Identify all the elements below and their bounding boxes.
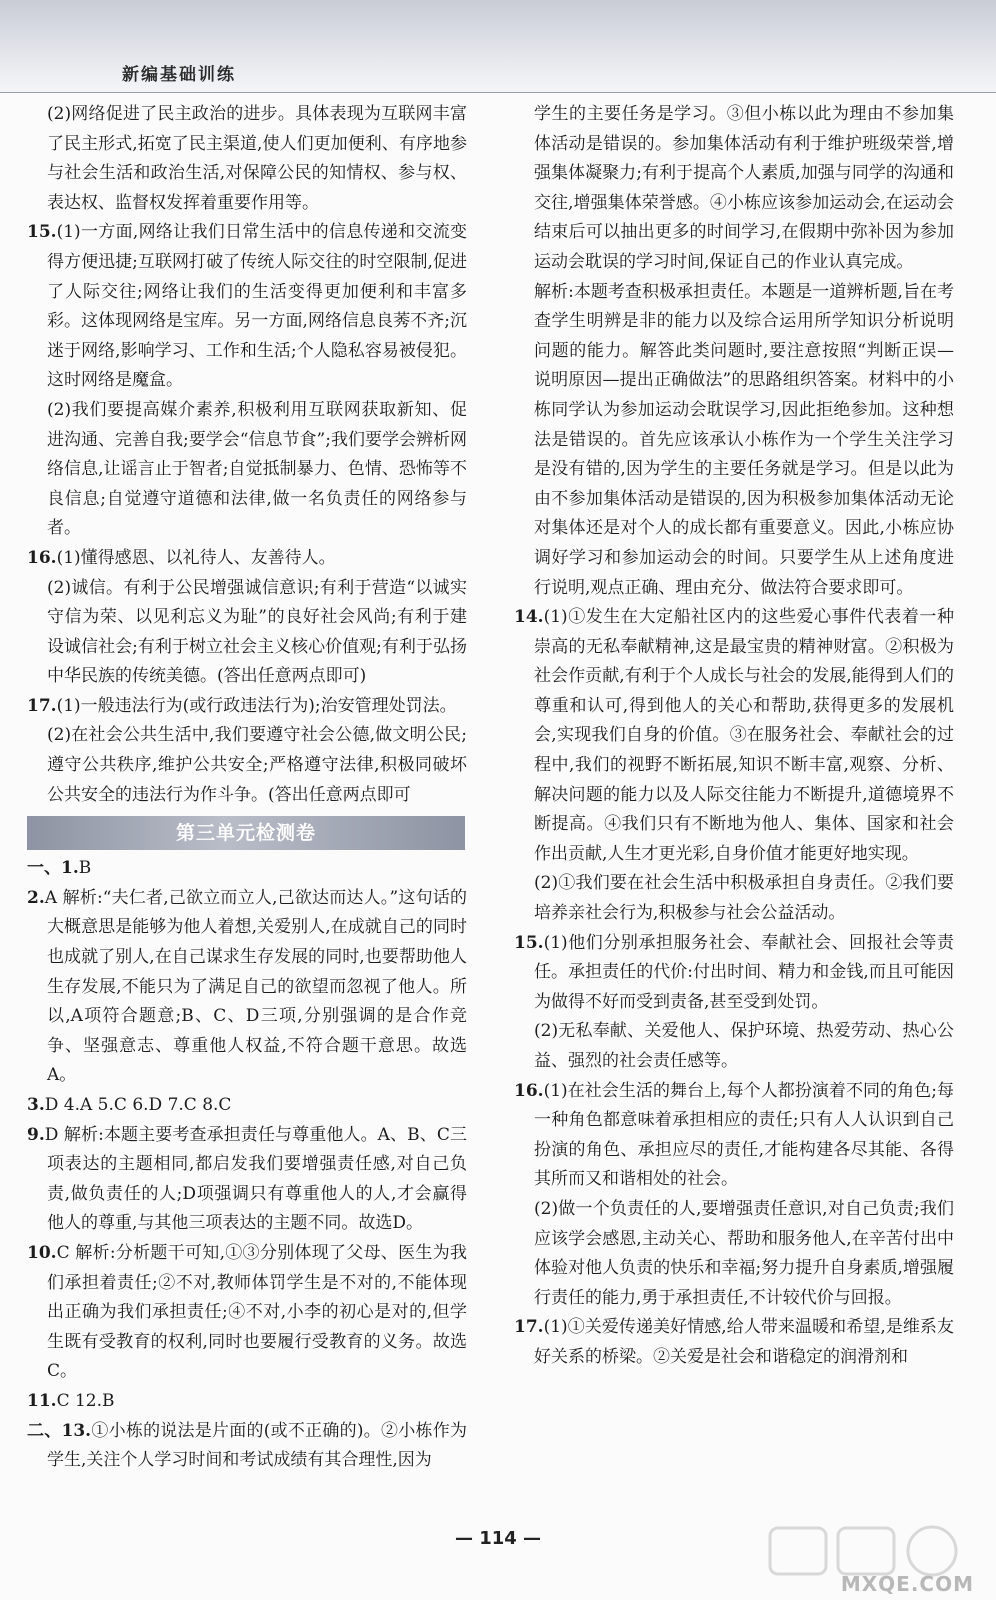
answer-item — [27, 544, 467, 574]
answer-subitem — [514, 869, 954, 928]
answer-item — [27, 1239, 467, 1387]
answer-item — [27, 1121, 467, 1239]
question-number: 15. — [514, 932, 544, 953]
answer-subitem — [514, 1017, 954, 1076]
answer-item — [27, 218, 467, 396]
answer-text: B — [78, 858, 92, 879]
question-number: 17. — [27, 695, 57, 716]
answer-text: (1)①关爱传递美好情感,给人带来温暖和希望,是维系友好关系的桥梁。②关爱是社会和谐稳定的润滑剂和 — [534, 1317, 954, 1367]
answer-text: (1)一般违法行为(或行政违法行为);治安管理处罚法。 — [56, 695, 457, 716]
question-number: 16. — [514, 1080, 544, 1101]
answer-subitem — [27, 574, 467, 692]
question-number: 9. — [27, 1124, 45, 1145]
answer-text: (2)网络促进了民主政治的进步。具体表现为互联网丰富了民主形式,拓宽了民主渠道,使人们更加便利、有序地参与社会生活和政治生活,对保障公民的知情权、参与权、表达权、监督权发挥着重要作用等。 — [47, 104, 467, 213]
answer-text: (1)他们分别承担服务社会、奉献社会、回报社会等责任。承担责任的代价:付出时间、精力和金钱,而且可能因为做得不好而受到责备,甚至受到处罚。 — [534, 932, 954, 1012]
page-number: — 114 — — [454, 1528, 542, 1549]
answer-subitem — [27, 721, 467, 810]
question-number: 10. — [27, 1242, 57, 1263]
answer-text: (1)①发生在大定船社区内的这些爱心事件代表着一种崇高的无私奉献精神,这是最宝贵的精神财富。②积极为社会作贡献,有利于个人成长与社会的发展,能得到人们的尊重和认可,得到他人的关心和帮助,获得更多的发展机会,实现我们自身的价值。③在服务社会、奉献社会的过程中,我们的视野不断拓展,知识不断丰富,观察、分析、解决问题的能力以及人际交往能力不断提升,道德境界不断提高。④我们只有不断地为他人、集体、国家和社会作出贡献,人生才更光彩,自身价值才能更好地实现。 — [534, 607, 954, 864]
answer-text: (2)在社会公共生活中,我们要遵守社会公德,做文明公民;遵守公共秩序,维护公共安全;严格遵守法律,积极同破坏公共安全的违法行为作斗争。(答出任意两点即可 — [47, 725, 467, 805]
question-number: 14. — [514, 607, 544, 628]
answer-item — [514, 603, 954, 869]
answer-item — [27, 1091, 467, 1121]
watermark-text: MXQE.COM — [840, 1572, 974, 1596]
answer-subitem — [514, 278, 954, 604]
answer-text: ①小栋的说法是片面的(或不正确的)。②小栋作为学生,关注个人学习时间和考试成绩有其合理性,因为 — [47, 1420, 468, 1471]
answer-text: (2)做一个负责任的人,要增强责任意识,对自己负责;我们应该学会感恩,主动关心、帮助和服务他人,在辛苦付出中体验对他人负责的快乐和幸福;努力提升自身素质,增强履行责任的能力,勇于承担责任,不计较代价与回报。 — [534, 1198, 954, 1308]
answer-text: (1)在社会生活的舞台上,每个人都扮演着不同的角色;每一种角色都意味着承担相应的责任;只有人人认识到自己扮演的角色、承担应尽的责任,才能构建各尽其能、各得其所而又和谐相处的社会。 — [534, 1080, 954, 1190]
header-title: 新编基础训练 — [122, 65, 236, 85]
answer-item — [514, 1313, 954, 1372]
answer-item — [27, 854, 467, 884]
answer-text: (1)懂得感恩、以礼待人、友善待人。 — [56, 547, 336, 568]
header-rule — [0, 92, 996, 93]
right-column — [514, 100, 954, 1373]
answer-subitem — [27, 396, 467, 544]
answer-item — [514, 1077, 954, 1195]
question-number: 2. — [27, 887, 45, 908]
answer-text: D 4.A 5.C 6.D 7.C 8.C — [44, 1095, 232, 1115]
answer-item — [27, 1387, 467, 1417]
answer-subitem — [514, 1195, 954, 1313]
answer-subitem — [27, 100, 467, 218]
question-number: 16. — [27, 547, 57, 568]
answer-text: C 解析:分析题干可知,①③分别体现了父母、医生为我们承担着责任;②不对,教师体罚学生是不对的,不能体现出正确为我们承担责任;④不对,小李的初心是对的,但学生既有受教育的权利,同时也要履行受教育的义务。故选C。 — [47, 1242, 467, 1382]
answer-text: (1)一方面,网络让我们日常生活中的信息传递和交流变得方便迅捷;互联网打破了传统人际交往的时空限制,促进了人际交往;网络让我们的生活变得更加便利和丰富多彩。这体现网络是宝库。另一方面,网络信息良莠不齐;沉迷于网络,影响学习、工作和生活;个人隐私容易被侵犯。这时网络是魔盒。 — [47, 222, 467, 391]
answer-text: (2)诚信。有利于公民增强诚信意识;有利于营造“以诚实守信为荣、以见利忘义为耻”的良好社会风尚;有利于建设诚信社会;有利于树立社会主义核心价值观;有利于弘扬中华民族的传统美德。(答出任意两点即可) — [47, 577, 467, 687]
question-number: 11. — [27, 1390, 57, 1411]
answer-text: 解析:本题考查积极承担责任。本题是一道辨析题,旨在考查学生明辨是非的能力以及综合运用所学知识分析说明问题的能力。解答此类问题时,要注意按照“判断正误—说明原因—提出正确做法”的思路组织答案。材料中的小栋同学认为参加运动会耽误学习,因此拒绝参加。这种想法是错误的。首先应该承认小栋作为一个学生关注学习是没有错的,因为学生的主要任务就是学习。但是以此为由不参加集体活动是错误的,因为积极参加集体活动无论对集体还是对个人的成长都有重要意义。因此,小栋应协调好学习和参加运动会的时间。只要学生从上述角度进行说明,观点正确、理由充分、做法符合要求即可。 — [534, 281, 954, 598]
answer-text: (2)无私奉献、关爱他人、保护环境、热爱劳动、热心公益、强烈的社会责任感等。 — [534, 1021, 954, 1071]
question-number: 3. — [27, 1095, 45, 1115]
question-number: 一、1. — [27, 858, 79, 879]
answer-text: C 12.B — [56, 1390, 115, 1411]
answer-text: D 解析:本题主要考查承担责任与尊重他人。A、B、C三项表达的主题相同,都启发我们要增强责任感,对自己负责,做负责任的人;D项强调只有尊重他人的人,才会赢得他人的尊重,与其他三项表达的主题不同。故选D。 — [44, 1124, 467, 1234]
answer-item — [27, 692, 467, 722]
answer-item — [27, 1417, 467, 1476]
answer-item — [27, 884, 467, 1091]
left-column — [27, 100, 467, 1476]
answer-subitem — [514, 100, 954, 278]
section-banner: 第三单元检测卷 — [27, 816, 465, 850]
question-number: 二、13. — [27, 1420, 92, 1441]
answer-text: (2)①我们要在社会生活中积极承担自身责任。②我们要培养亲社会行为,积极参与社会公益活动。 — [534, 873, 954, 924]
answer-text: 学生的主要任务是学习。③但小栋以此为理由不参加集体活动是错误的。参加集体活动有利于维护班级荣誉,增强集体凝聚力;有利于提高个人素质,加强与同学的沟通和交往,增强集体荣誉感。④小栋应该参加运动会,在运动会结束后可以抽出更多的时间学习,在假期中弥补因为参加运动会耽误的学习时间,保证自己的作业认真完成。 — [534, 104, 954, 272]
answer-text: A 解析:“夫仁者,己欲立而立人,己欲达而达人。”这句话的大概意思是能够为他人着想,关爱别人,在成就自己的同时也成就了别人,在自己谋求生存发展的同时,也要帮助他人生存发展,不能只为了满足自己的欲望而忽视了他人。所以,A项符合题意;B、C、D三项,分别强调的是合作竞争、坚强意志、尊重他人权益,不符合题干意思。故选A。 — [44, 887, 467, 1086]
question-number: 15. — [27, 222, 57, 243]
answer-item — [514, 929, 954, 1018]
question-number: 17. — [514, 1317, 544, 1338]
answer-text: (2)我们要提高媒介素养,积极利用互联网获取新知、促进沟通、完善自我;要学会“信息节食”;我们要学会辨析网络信息,让谣言止于智者;自觉抵制暴力、色情、恐怖等不良信息;自觉遵守道德和法律,做一名负责任的网络参与者。 — [47, 399, 467, 539]
